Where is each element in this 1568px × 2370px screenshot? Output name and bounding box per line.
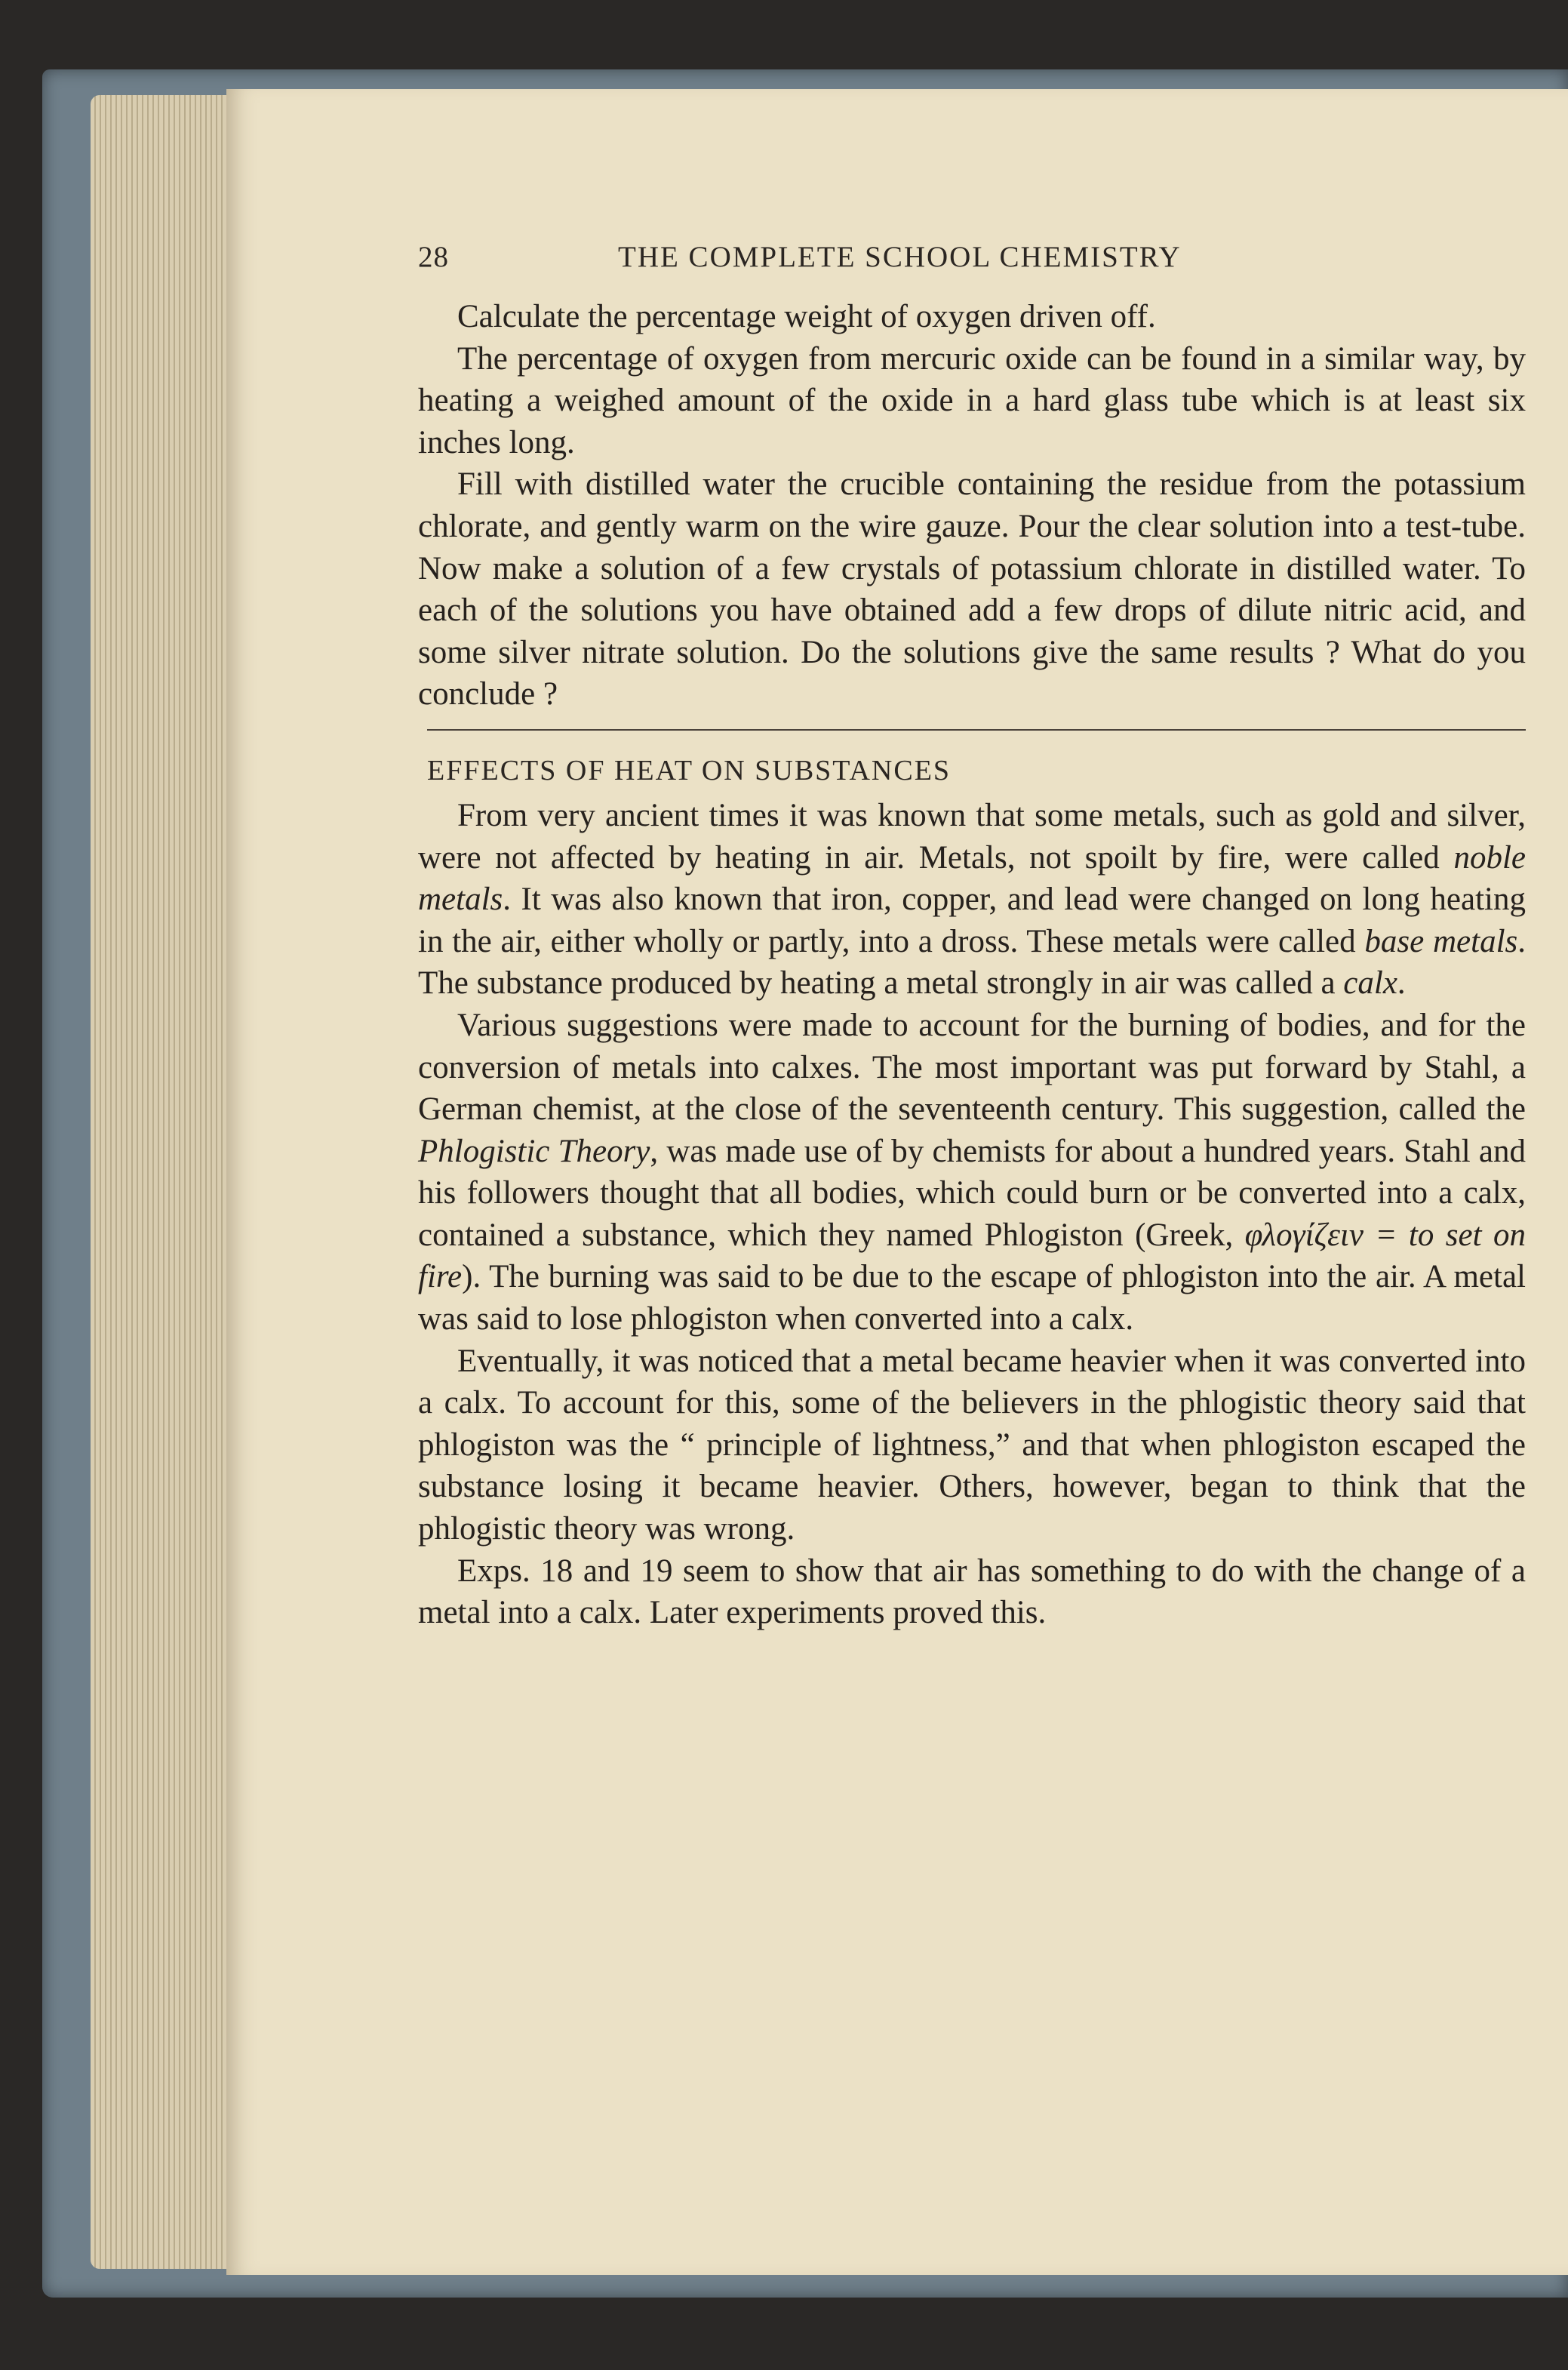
- section-divider: [427, 729, 1526, 731]
- text-run: . It was also known that iron, copper, and lead were changed on long heating in the air, either wholly or partly, into a dross. These metals were called: [418, 882, 1526, 959]
- paragraph-eventually: Eventually, it was noticed that a metal became heavier when it was converted into a calx. To account for this, some of the believers in the phlogistic theory said that phlogiston was the “ principle of lightness,” and that when phlogiston escaped the substance losing it became heavier. Others, however, began to think that the phlogistic theory was wrong.: [418, 1343, 1526, 1547]
- paragraph-noble-metals: [418, 795, 1526, 1005]
- text-run: ). The burning was said to be due to the escape of phlogiston into the air. A metal was said to lose phlogiston when converted into a calx.: [418, 1259, 1526, 1337]
- paragraph-residue-test: Fill with distilled water the crucible containing the residue from the potassium chlorate, and gently warm on the wire gauze. Pour the clear solution into a test-tube. Now make a solution of a few crystals of potassium chlorate in distilled water. To each of the solutions you have obtained add a few drops of dilute nitric acid, and some silver nitrate solution. Do the solutions give the same results ? What do you conclude ?: [418, 466, 1526, 713]
- text-run: . The substance produced by heating a metal strongly in air was called a: [418, 923, 1526, 1002]
- body-text: [418, 296, 1526, 1634]
- text-run: Various suggestions were made to account for the burning of bodies, and for the conversion of metals into calxes. The most important was put forward by Stahl, a German chemist, at the close of the seventeenth century. This suggestion, called the: [418, 1007, 1526, 1128]
- italic-greek-definition: φλογίζειν = to set on fire: [418, 1217, 1526, 1295]
- paragraph-phlogistic-theory: [418, 1005, 1526, 1340]
- italic-term-base-metals: base metals: [1364, 923, 1518, 959]
- book-page: [226, 89, 1568, 2275]
- paragraph-experiments: Exps. 18 and 19 seem to show that air has something to do with the change of a metal into a calx. Later experiments proved this.: [418, 1553, 1526, 1631]
- text-run: , was made use of by chemists for about a hundred years. Stahl and his followers thought that all bodies, which could burn or be converted into a calx, contained a substance, which they named Phlogiston (Greek,: [418, 1133, 1526, 1253]
- running-head: [418, 240, 1526, 296]
- text-run: .: [1397, 965, 1406, 1002]
- page-number: 28: [418, 241, 449, 273]
- text-run: From very ancient times it was known that some metals, such as gold and silver, were not affected by heating in air. Metals, not spoilt by fire, were called: [418, 797, 1526, 876]
- page-content: [418, 240, 1526, 1634]
- italic-term-calx: calx: [1343, 965, 1397, 1002]
- page-edges: [91, 95, 241, 2269]
- paragraph-calculate: Calculate the percentage weight of oxygen driven off.: [457, 299, 1156, 334]
- italic-term-noble-metals: noble metals: [418, 839, 1526, 918]
- paragraph-mercuric-oxide: The percentage of oxygen from mercuric oxide can be found in a similar way, by heating a weighed amount of the oxide in a hard glass tube which is at least six inches long.: [418, 340, 1526, 460]
- book-title: THE COMPLETE SCHOOL CHEMISTRY: [618, 241, 1182, 273]
- section-heading: EFFECTS OF HEAT ON SUBSTANCES: [427, 754, 952, 786]
- italic-term-phlogistic-theory: Phlogistic Theory: [418, 1133, 650, 1169]
